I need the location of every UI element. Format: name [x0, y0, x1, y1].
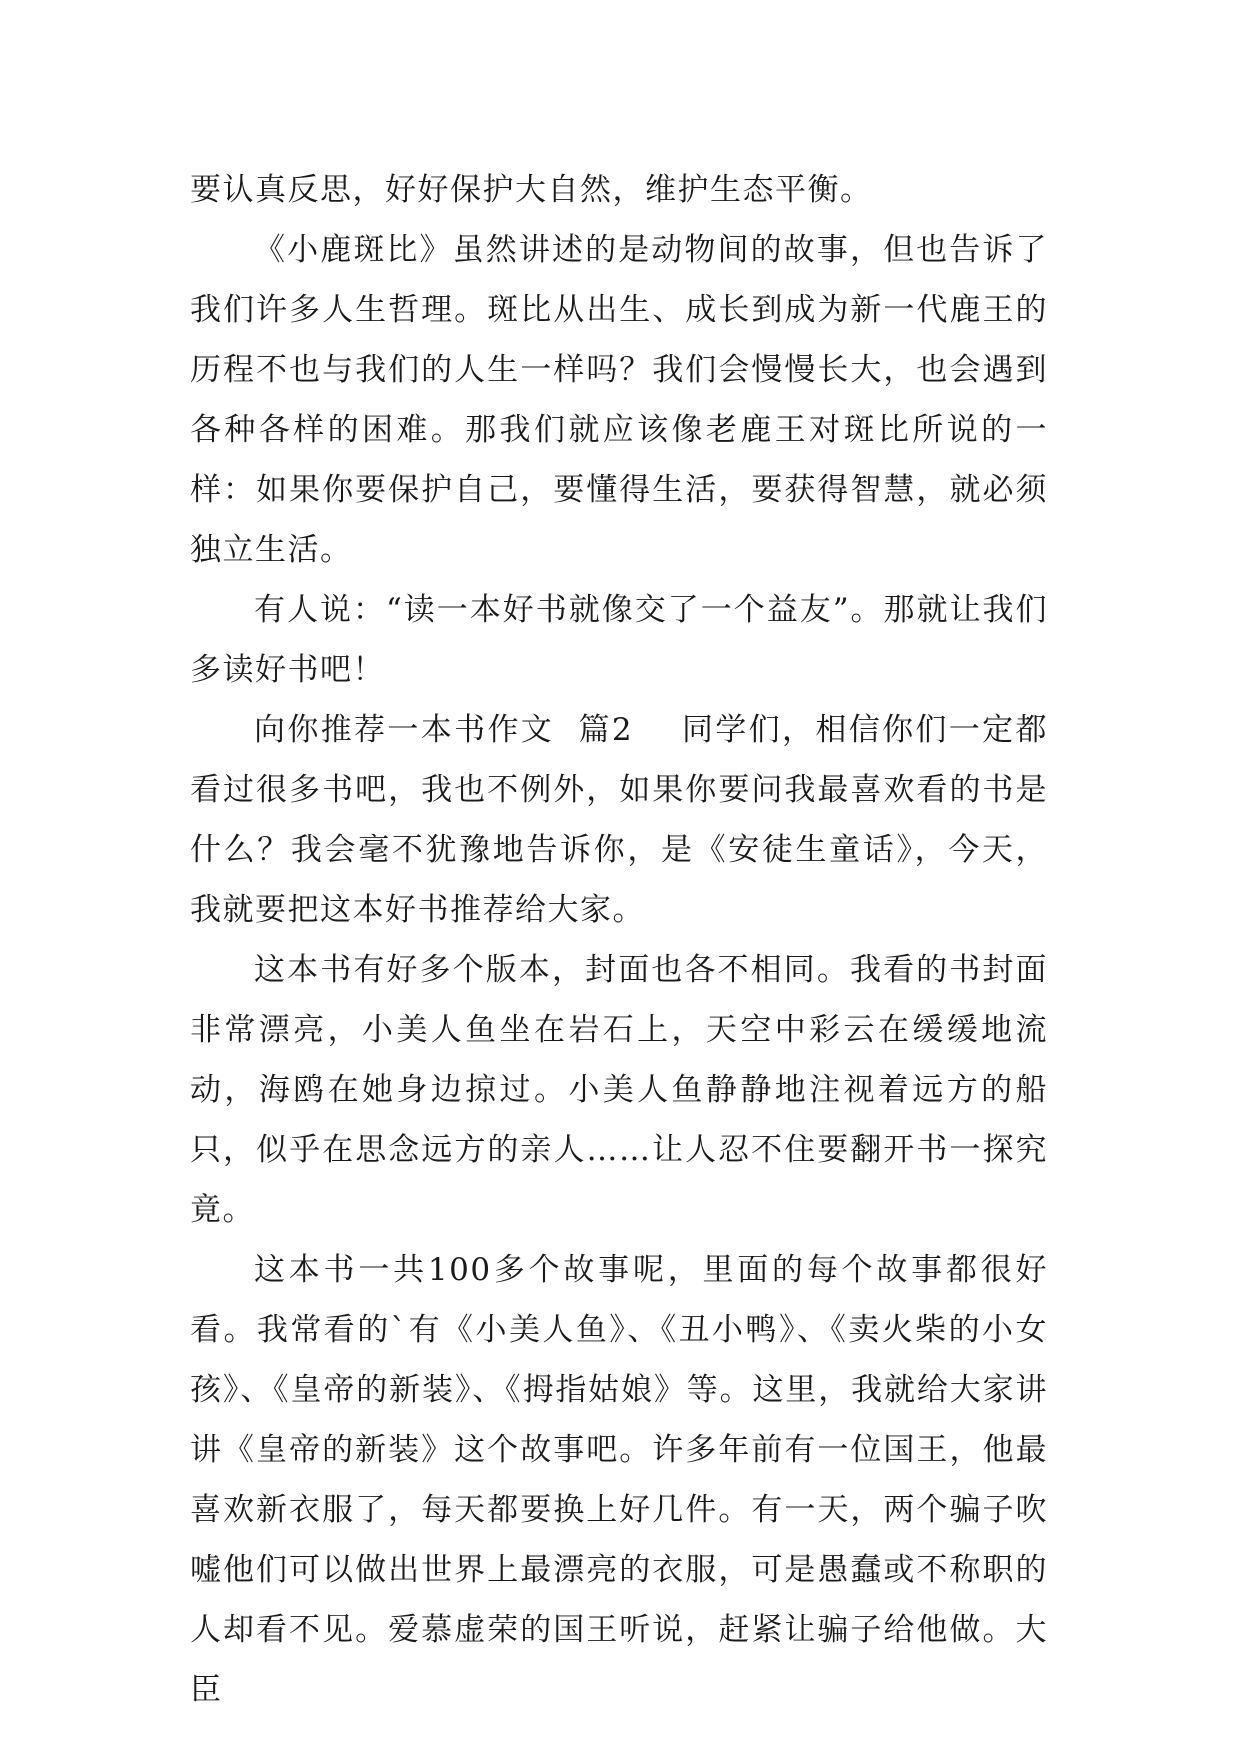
paragraph-5: 这本书有好多个版本，封面也各不相同。我看的书封面非常漂亮，小美人鱼坐在岩石上，天空中彩云在缓缓地流动，海鸥在她身边掠过。小美人鱼静静地注视着远方的船只，似乎在思念远方的亲人……让人忍不住要翻开书一探究竟。: [190, 952, 1048, 1228]
paragraph-4: 向你推荐一本书作文 篇2 同学们，相信你们一定都看过很多书吧，我也不例外，如果你要问我最喜欢看的书是什么？我会毫不犹豫地告诉你，是《安徒生童话》，今天，我就要把这本好书推荐给大家。: [190, 712, 1048, 928]
paragraph-3: 有人说：“读一本好书就像交了一个益友”。那就让我们多读好书吧！: [190, 592, 1048, 688]
paragraph-1: 要认真反思，好好保护大自然，维护生态平衡。: [190, 172, 873, 208]
paragraph-2: 《小鹿斑比》虽然讲述的是动物间的故事，但也告诉了我们许多人生哲理。斑比从出生、成长到成为新一代鹿王的历程不也与我们的人生一样吗？我们会慢慢长大，也会遇到各种各样的困难。那我们就应该像老鹿王对斑比所说的一样：如果你要保护自己，要懂得生活，要获得智慧，就必须独立生活。: [190, 232, 1048, 568]
body-text: [190, 160, 1048, 1720]
paragraph-6: 这本书一共100多个故事呢，里面的每个故事都很好看。我常看的`有《小美人鱼》、《丑小鸭》、《卖火柴的小女孩》、《皇帝的新装》、《拇指姑娘》等。这里，我就给大家讲讲《皇帝的新装》这个故事吧。许多年前有一位国王，他最喜欢新衣服了，每天都要换上好几件。有一天，两个骗子吹嘘他们可以做出世界上最漂亮的衣服，可是愚蠢或不称职的人却看不见。爱慕虚荣的国王听说，赶紧让骗子给他做。大臣: [190, 1252, 1048, 1708]
